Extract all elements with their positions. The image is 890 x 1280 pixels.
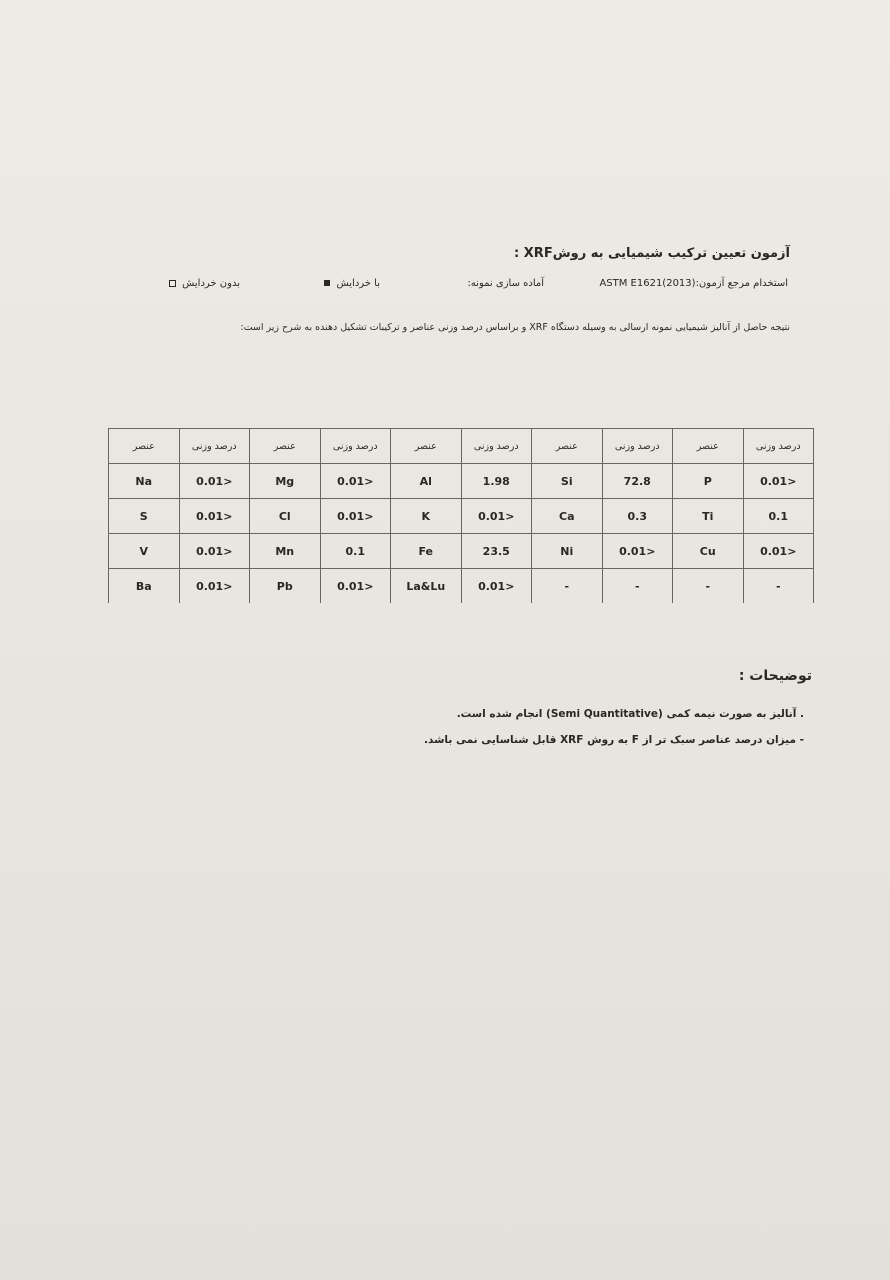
table-cell: <0.01 bbox=[179, 569, 250, 604]
table-cell: 0.3 bbox=[602, 499, 673, 534]
checked-box-icon bbox=[324, 280, 330, 286]
table-cell: Si bbox=[532, 464, 603, 499]
table-cell: - bbox=[743, 569, 814, 604]
table-cell: P bbox=[673, 464, 744, 499]
table-cell: <0.01 bbox=[743, 464, 814, 499]
table-cell: <0.01 bbox=[743, 534, 814, 569]
header-cell: عنصر bbox=[673, 429, 744, 464]
table-cell: <0.01 bbox=[461, 569, 532, 604]
table-row bbox=[109, 534, 814, 569]
table-cell: Cu bbox=[673, 534, 744, 569]
table-row bbox=[109, 569, 814, 604]
with-grinding-option bbox=[321, 278, 380, 289]
table-cell: Mg bbox=[250, 464, 321, 499]
header-cell: عنصر bbox=[391, 429, 462, 464]
header-cell: درصد وزنی bbox=[320, 429, 391, 464]
table-cell: Ni bbox=[532, 534, 603, 569]
with-grinding-label: با خردایش bbox=[336, 278, 380, 289]
header-cell: درصد وزنی bbox=[743, 429, 814, 464]
table-cell: <0.01 bbox=[179, 534, 250, 569]
table-cell: Mn bbox=[250, 534, 321, 569]
without-grinding-label: بدون خردایش bbox=[182, 278, 240, 289]
table-cell: 0.1 bbox=[743, 499, 814, 534]
table-cell: S bbox=[109, 499, 180, 534]
table-cell: <0.01 bbox=[179, 464, 250, 499]
unchecked-box-icon bbox=[169, 280, 176, 287]
table-cell: - bbox=[532, 569, 603, 604]
table-cell: Fe bbox=[391, 534, 462, 569]
table-cell: - bbox=[602, 569, 673, 604]
table-row bbox=[109, 499, 814, 534]
header-cell: عنصر bbox=[532, 429, 603, 464]
table-cell: Na bbox=[109, 464, 180, 499]
table-cell: V bbox=[109, 534, 180, 569]
table-cell: Ba bbox=[109, 569, 180, 604]
without-grinding-option bbox=[166, 278, 240, 289]
table-cell: Ca bbox=[532, 499, 603, 534]
table-cell: 23.5 bbox=[461, 534, 532, 569]
notes-title: توضیحات : bbox=[738, 668, 812, 684]
table-cell: Al bbox=[391, 464, 462, 499]
reference-method: استخدام مرجع آزمون:ASTM E1621(2013) bbox=[599, 278, 788, 289]
header-cell: درصد وزنی bbox=[179, 429, 250, 464]
table-cell: Ti bbox=[673, 499, 744, 534]
page-title: آزمون تعیین ترکیب شیمیایی به روشXRF : bbox=[514, 246, 790, 261]
header-cell: درصد وزنی bbox=[602, 429, 673, 464]
header-cell: عنصر bbox=[250, 429, 321, 464]
table-header-row bbox=[109, 429, 814, 464]
table-cell: 1.98 bbox=[461, 464, 532, 499]
header-cell: درصد وزنی bbox=[461, 429, 532, 464]
table-cell: Pb bbox=[250, 569, 321, 604]
table-cell: <0.01 bbox=[320, 569, 391, 604]
results-table bbox=[108, 428, 814, 603]
table-cell: <0.01 bbox=[602, 534, 673, 569]
table-cell: <0.01 bbox=[320, 464, 391, 499]
table-cell: <0.01 bbox=[179, 499, 250, 534]
table-cell: <0.01 bbox=[320, 499, 391, 534]
intro-text: نتیجه حاصل از آنالیز شیمیایی نمونه ارسالی به وسیله دستگاه XRF و براساس درصد وزنی عناصر و ترکیبات تشکیل دهنده به شرح زیر است: bbox=[240, 322, 790, 333]
table-cell: K bbox=[391, 499, 462, 534]
table-cell: <0.01 bbox=[461, 499, 532, 534]
sample-preparation-label: آماده سازی نمونه: bbox=[467, 278, 544, 289]
table-cell: La&Lu bbox=[391, 569, 462, 604]
table-cell: Cl bbox=[250, 499, 321, 534]
header-cell: عنصر bbox=[109, 429, 180, 464]
note-item: - میزان درصد عناصر سبک تر از F به روش XRF قابل شناسایی نمی باشد. bbox=[424, 734, 804, 746]
table-cell: - bbox=[673, 569, 744, 604]
note-item: . آنالیز به صورت نیمه کمی (Semi Quantitative) انجام شده است. bbox=[456, 708, 804, 720]
table-cell: 72.8 bbox=[602, 464, 673, 499]
table-row bbox=[109, 464, 814, 499]
table-cell: 0.1 bbox=[320, 534, 391, 569]
